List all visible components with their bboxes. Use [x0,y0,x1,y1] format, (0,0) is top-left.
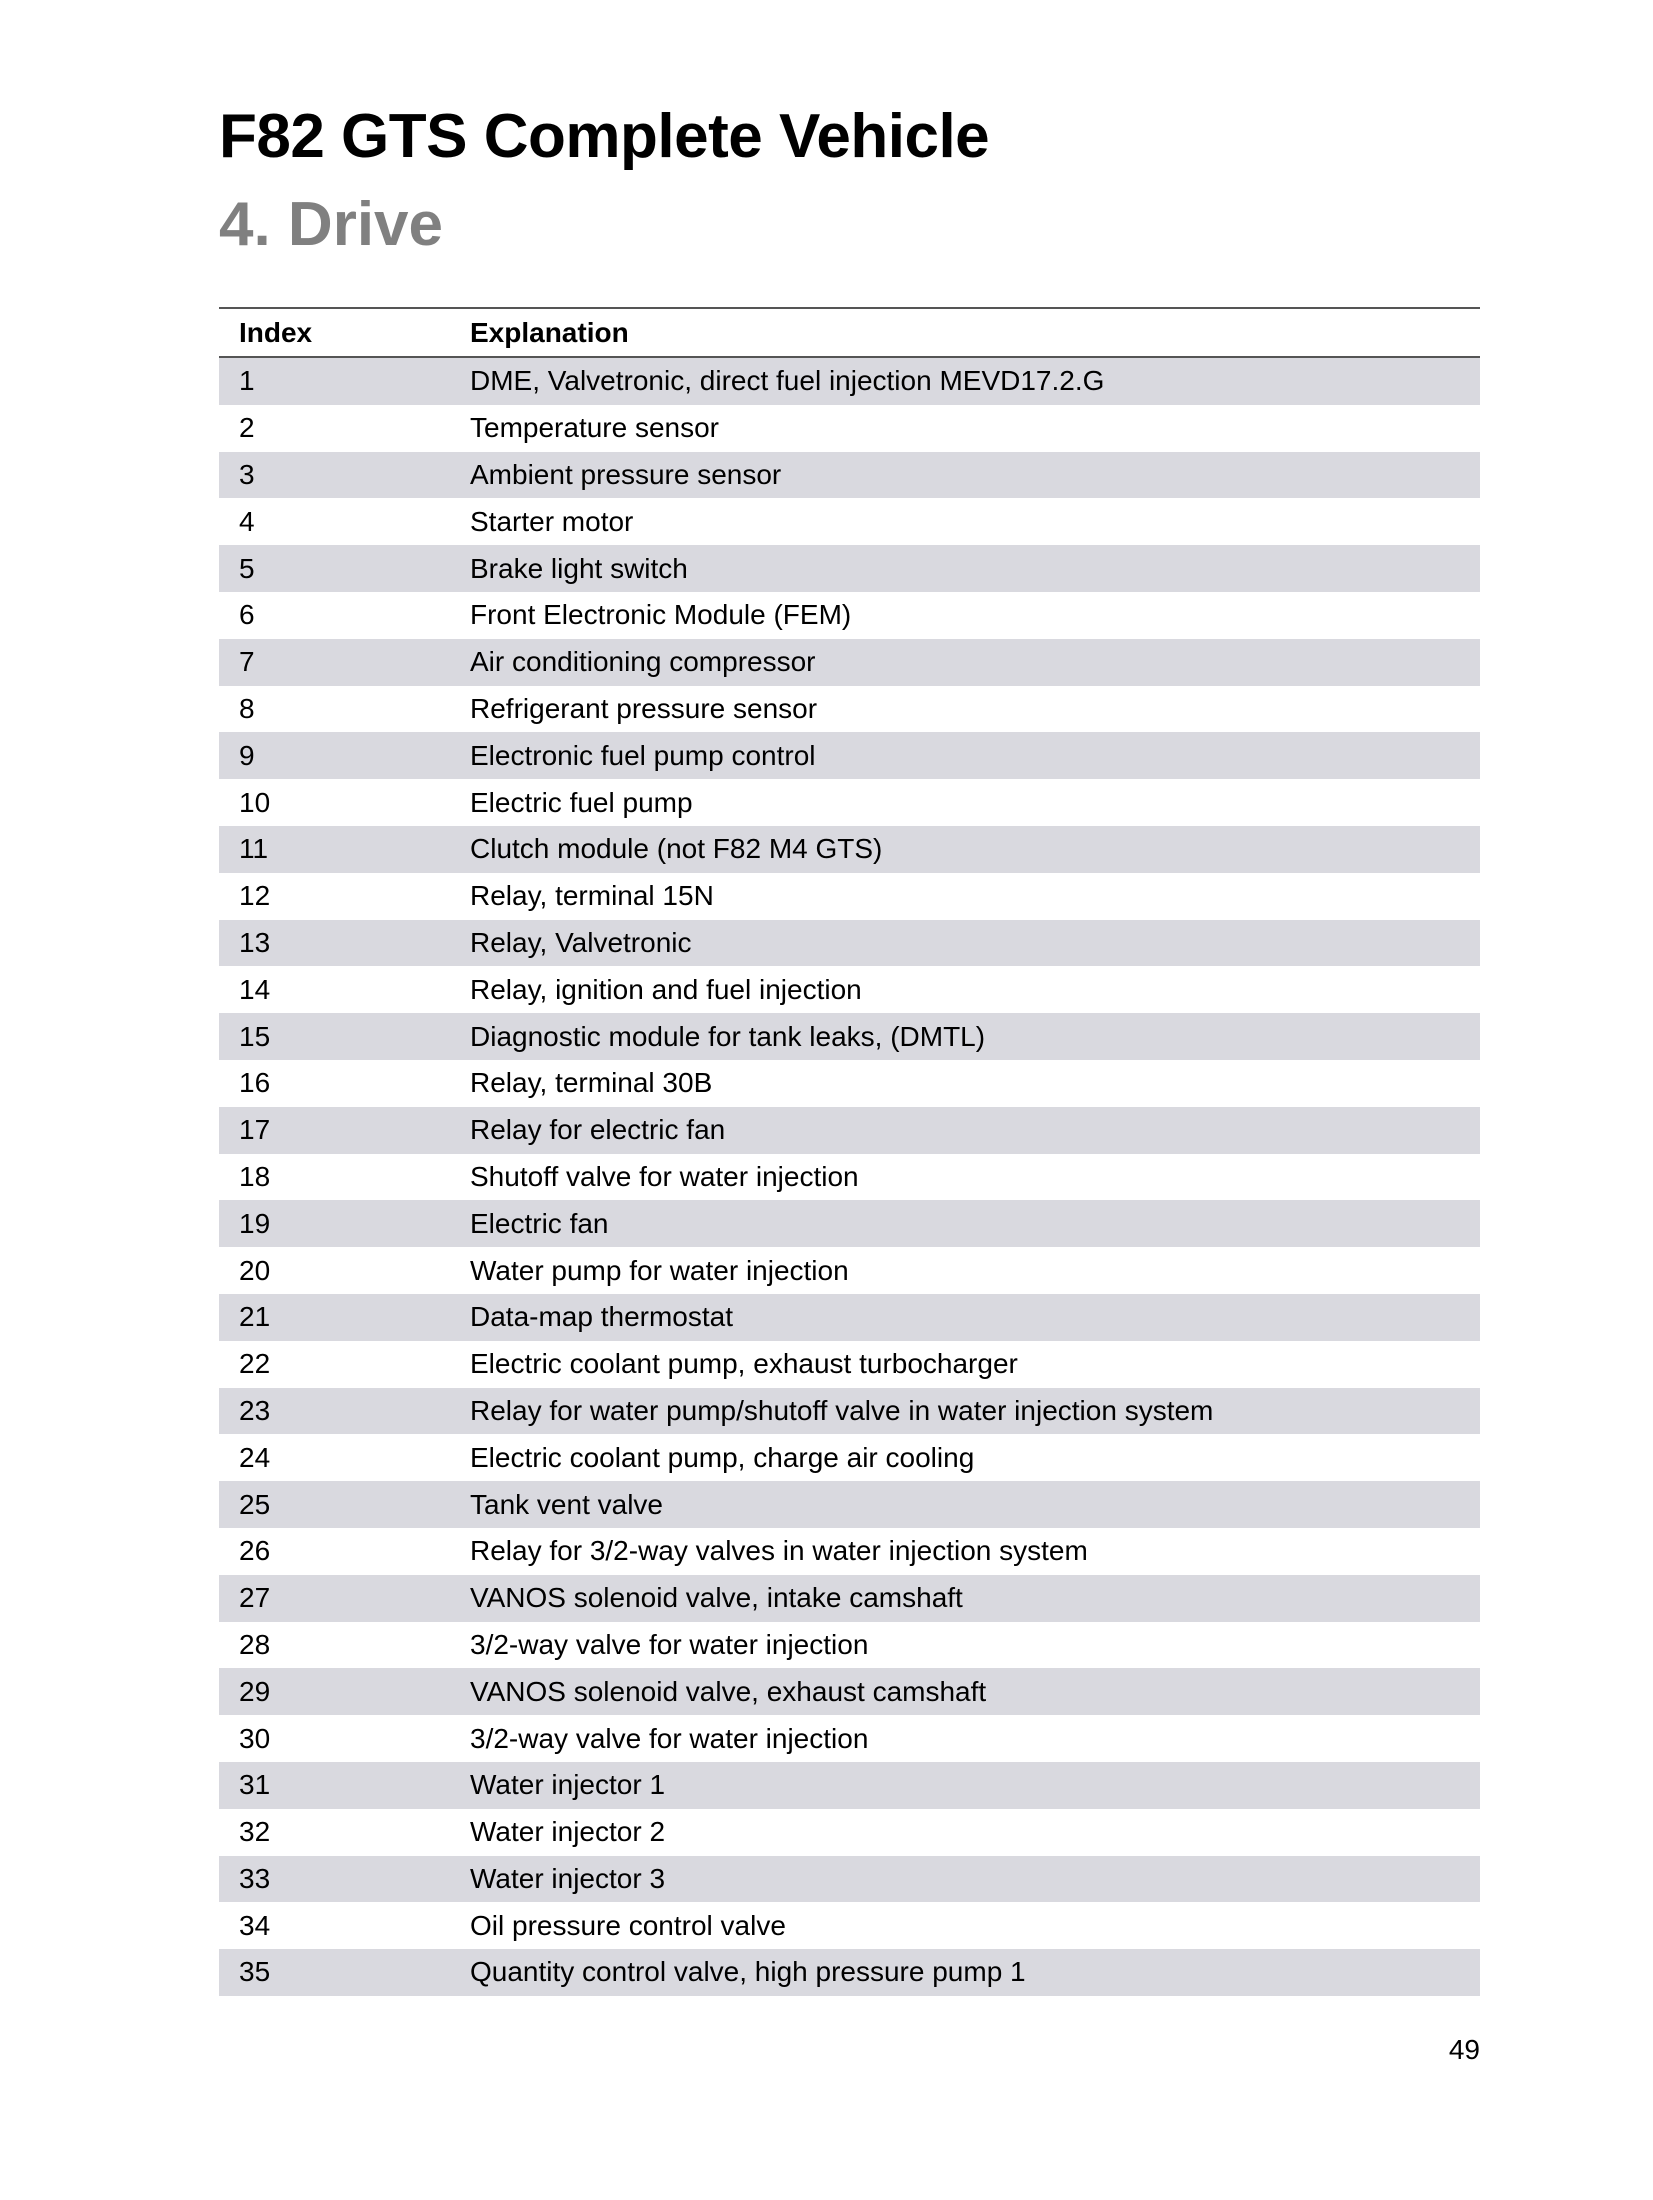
page-number: 49 [1448,2034,1480,2065]
row-explanation: Oil pressure control valve [470,1909,786,1941]
row-explanation: Relay, terminal 30B [470,1067,713,1099]
row-explanation: Electric fuel pump [470,786,693,818]
table-row [219,1060,1480,1107]
table-row [219,920,1480,967]
table-row [219,1107,1480,1154]
table-row [219,1481,1480,1528]
row-index: 22 [239,1348,271,1380]
row-index: 28 [239,1628,271,1660]
row-index: 13 [239,926,271,958]
table-row [219,358,1480,405]
row-index: 18 [239,1160,271,1192]
table-row [219,1949,1480,1996]
row-index: 19 [239,1207,271,1239]
row-explanation: Relay for electric fan [470,1114,726,1146]
row-index: 7 [239,646,255,678]
row-index: 10 [239,786,271,818]
legend-table [219,307,1480,1996]
row-index: 12 [239,880,271,912]
table-row [219,1902,1480,1949]
row-index: 4 [239,505,255,537]
row-explanation: Diagnostic module for tank leaks, (DMTL) [470,1020,986,1052]
table-row [219,686,1480,733]
row-explanation: Electric coolant pump, exhaust turbocharger [470,1348,1018,1380]
row-index: 26 [239,1535,271,1567]
row-index: 30 [239,1722,271,1754]
table-row [219,873,1480,920]
row-explanation: Water injector 1 [470,1769,666,1801]
row-explanation: Electric fan [470,1207,609,1239]
page-title: F82 GTS Complete Vehicle [219,102,990,171]
row-explanation: Temperature sensor [470,412,720,444]
row-index: 2 [239,412,255,444]
row-index: 3 [239,458,255,490]
row-explanation: Front Electronic Module (FEM) [470,599,852,631]
row-explanation: DME, Valvetronic, direct fuel injection MEVD17.2.G [470,365,1105,397]
row-explanation: Water pump for water injection [470,1254,849,1286]
row-explanation: Relay, Valvetronic [470,926,692,958]
table-row [219,1341,1480,1388]
row-explanation: Electric coolant pump, charge air cooling [470,1441,975,1473]
row-index: 27 [239,1582,271,1614]
row-explanation: Electronic fuel pump control [470,739,816,771]
row-explanation: 3/2-way valve for water injection [470,1722,869,1754]
table-row [219,1575,1480,1622]
row-explanation: VANOS solenoid valve, intake camshaft [470,1582,963,1614]
row-explanation: 3/2-way valve for water injection [470,1628,869,1660]
row-index: 15 [239,1020,271,1052]
row-explanation: Relay, ignition and fuel injection [470,973,862,1005]
table-row [219,966,1480,1013]
row-explanation: Air conditioning compressor [470,646,816,678]
table-row [219,498,1480,545]
table-row [219,1809,1480,1856]
table-row [219,545,1480,592]
table-row [219,826,1480,873]
table-row [219,452,1480,499]
table-row [219,1856,1480,1903]
row-index: 14 [239,973,271,1005]
table-row [219,405,1480,452]
row-explanation: VANOS solenoid valve, exhaust camshaft [470,1675,987,1707]
row-explanation: Quantity control valve, high pressure pump 1 [470,1956,1026,1988]
row-explanation: Water injector 2 [470,1816,666,1848]
row-index: 1 [239,365,255,397]
row-index: 29 [239,1675,271,1707]
table-body [219,358,1480,1996]
header-index: Index [239,316,313,348]
table-row [219,779,1480,826]
row-explanation: Tank vent valve [470,1488,663,1520]
row-index: 20 [239,1254,271,1286]
table-row [219,1388,1480,1435]
table-row [219,1668,1480,1715]
row-explanation: Data-map thermostat [470,1301,733,1333]
row-index: 8 [239,692,255,724]
row-index: 24 [239,1441,271,1473]
row-index: 5 [239,552,255,584]
row-explanation: Shutoff valve for water injection [470,1160,859,1192]
row-explanation: Water injector 3 [470,1862,666,1894]
table-row [219,1762,1480,1809]
table-row [219,1715,1480,1762]
table-row [219,1013,1480,1060]
header-explanation: Explanation [470,316,629,348]
table-row [219,639,1480,686]
row-explanation: Refrigerant pressure sensor [470,692,818,724]
table-row [219,1200,1480,1247]
table-row [219,592,1480,639]
row-explanation: Relay for water pump/shutoff valve in water injection system [470,1394,1214,1426]
row-index: 32 [239,1816,271,1848]
row-explanation: Clutch module (not F82 M4 GTS) [470,833,883,865]
row-index: 31 [239,1769,271,1801]
row-index: 9 [239,739,255,771]
table-row [219,1528,1480,1575]
row-index: 34 [239,1909,271,1941]
row-index: 35 [239,1956,271,1988]
row-explanation: Relay, terminal 15N [470,880,714,912]
row-index: 25 [239,1488,271,1520]
table-header [219,309,1480,358]
row-index: 11 [239,833,269,865]
row-index: 6 [239,599,255,631]
row-index: 17 [239,1114,271,1146]
row-explanation: Relay for 3/2-way valves in water injection system [470,1535,1088,1567]
row-index: 16 [239,1067,271,1099]
table-row [219,1154,1480,1201]
table-row [219,1294,1480,1341]
row-explanation: Starter motor [470,505,634,537]
table-row [219,1247,1480,1294]
table-row [219,1622,1480,1669]
row-index: 23 [239,1394,271,1426]
row-explanation: Ambient pressure sensor [470,458,782,490]
table-row [219,732,1480,779]
page-subtitle: 4. Drive [219,190,444,259]
row-index: 33 [239,1862,271,1894]
table-row [219,1434,1480,1481]
row-explanation: Brake light switch [470,552,688,584]
row-index: 21 [239,1301,271,1333]
